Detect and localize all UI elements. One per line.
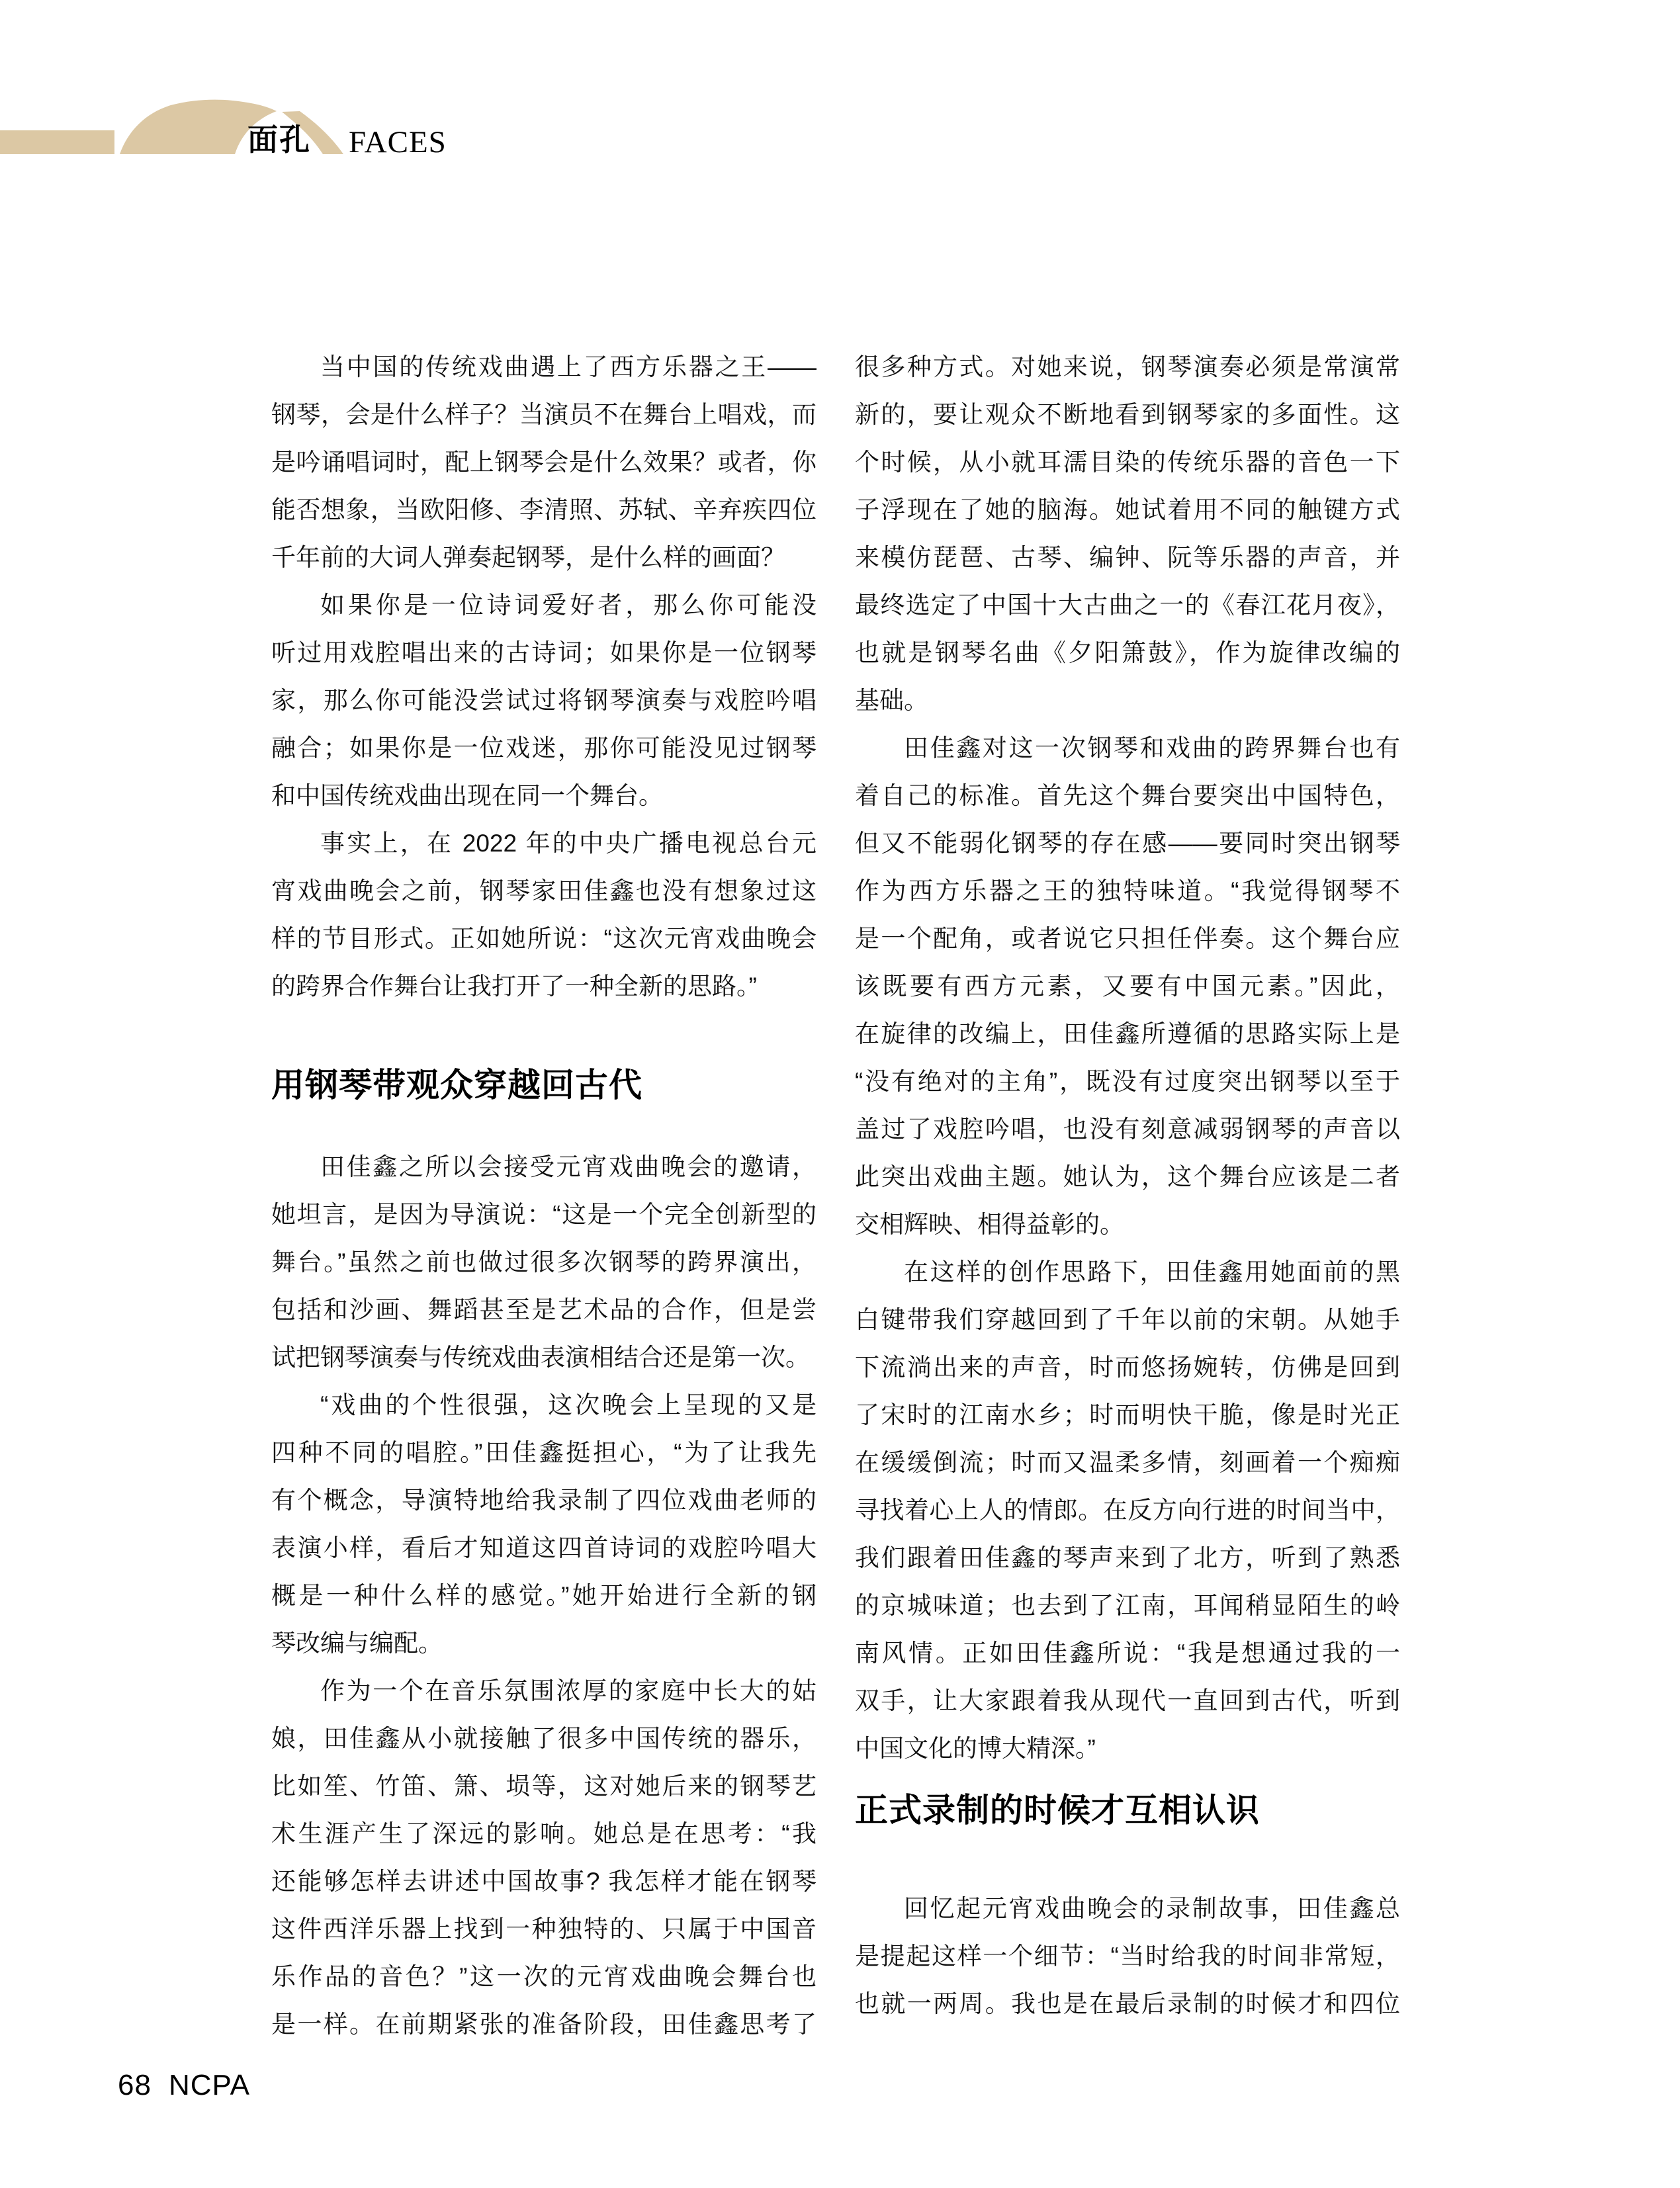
body-text-line: 表演小样，看后才知道这四首诗词的戏腔吟唱大: [271, 1534, 817, 1561]
body-text-line: 中国文化的博大精深。”: [855, 1735, 1096, 1762]
body-text-line: 乐作品的音色？”这一次的元宵戏曲晚会舞台也: [271, 1963, 817, 1990]
page-header: [0, 0, 596, 198]
body-text-line: 钢琴，会是什么样子？当演员不在舞台上唱戏，而: [271, 401, 817, 428]
body-text-line: 听过用戏腔唱出来的古诗词；如果你是一位钢琴: [271, 639, 817, 666]
body-text-line: 在这样的创作思路下，田佳鑫用她面前的黑: [904, 1258, 1400, 1286]
body-text-line: 这件西洋乐器上找到一种独特的、只属于中国音: [271, 1915, 817, 1943]
page-number: 68: [118, 2069, 152, 2101]
body-text-line: 概是一种什么样的感觉。”她开始进行全新的钢: [271, 1582, 817, 1609]
body-text-line: 还能够怎样去讲述中国故事? 我怎样才能在钢琴: [271, 1868, 817, 1895]
body-text-line: 和中国传统戏曲出现在同一个舞台。: [271, 782, 663, 809]
body-text-line: 了宋时的江南水乡；时而明快干脆，像是时光正: [855, 1401, 1400, 1428]
body-text-line: 在缓缓倒流；时而又温柔多情，刻画着一个痴痴: [855, 1449, 1400, 1476]
body-text-line: 是提起这样一个细节：“当时给我的时间非常短，: [855, 1943, 1400, 1970]
body-text-line: 试把钢琴演奏与传统戏曲表演相结合还是第一次。: [271, 1344, 810, 1371]
body-text-line: 下流淌出来的声音，时而悠扬婉转，仿佛是回到: [855, 1354, 1400, 1381]
body-text-line: 该既要有西方元素，又要有中国元素。”因此，: [855, 973, 1400, 1000]
body-text-line: 当中国的传统戏曲遇上了西方乐器之王——: [320, 353, 817, 380]
body-text-line: 事实上，在 2022 年的中央广播电视总台元: [320, 830, 817, 857]
body-text-line: 但又不能弱化钢琴的存在感——要同时突出钢琴: [855, 830, 1400, 857]
section-heading: 用钢琴带观众穿越回古代: [271, 1067, 642, 1104]
body-text-line: 家，那么你可能没尝试过将钢琴演奏与戏腔吟唱: [271, 687, 817, 714]
body-text-line: 是一样。在前期紧张的准备阶段，田佳鑫思考了: [271, 2011, 817, 2038]
body-text-line: 在旋律的改编上，田佳鑫所遵循的思路实际上是: [855, 1020, 1400, 1047]
body-text-line: 南风情。正如田佳鑫所说：“我是想通过我的一: [855, 1640, 1400, 1667]
body-text-line: “没有绝对的主角”，既没有过度突出钢琴以至于: [855, 1068, 1400, 1095]
body-text-line: 很多种方式。对她来说，钢琴演奏必须是常演常: [855, 353, 1400, 380]
section-heading: 正式录制的时候才互相认识: [855, 1792, 1260, 1829]
body-text-line: 是吟诵唱词时，配上钢琴会是什么效果？或者，你: [271, 449, 817, 476]
body-text-line: 能否想象，当欧阳修、李清照、苏轼、辛弃疾四位: [271, 496, 817, 523]
body-text-line: 如果你是一位诗词爱好者，那么你可能没: [320, 591, 817, 619]
body-text-line: 比如笙、竹笛、箫、埙等，这对她后来的钢琴艺: [271, 1772, 817, 1800]
section-title-english: FACES: [349, 125, 447, 159]
body-text-line: 盖过了戏腔吟唱，也没有刻意减弱钢琴的声音以: [855, 1116, 1400, 1143]
body-text-line: 舞台。”虽然之前也做过很多次钢琴的跨界演出，: [271, 1248, 817, 1276]
body-text-line: 新的，要让观众不断地看到钢琴家的多面性。这: [855, 401, 1400, 428]
body-text-line: 有个概念，导演特地给我录制了四位戏曲老师的: [271, 1487, 817, 1514]
body-text-line: 子浮现在了她的脑海。她试着用不同的触键方式: [855, 496, 1400, 523]
body-text-line: 她坦言，是因为导演说：“这是一个完全创新型的: [271, 1201, 817, 1228]
body-text-line: 个时候，从小就耳濡目染的传统乐器的音色一下: [855, 449, 1400, 476]
body-text-line: 作为一个在音乐氛围浓厚的家庭中长大的姑: [320, 1677, 817, 1704]
body-text-line: “戏曲的个性很强，这次晚会上呈现的又是: [320, 1391, 817, 1419]
body-text-line: 琴改编与编配。: [271, 1630, 443, 1657]
body-text-line: 着自己的标准。首先这个舞台要突出中国特色，: [855, 782, 1400, 809]
body-text-line: 千年前的大词人弹奏起钢琴，是什么样的画面？: [271, 544, 785, 571]
body-text-line: 包括和沙画、舞蹈甚至是艺术品的合作，但是尝: [271, 1296, 817, 1323]
body-text-line: 寻找着心上人的情郎。在反方向行进的时间当中，: [855, 1497, 1400, 1524]
page-footer: [118, 2070, 250, 2101]
body-text-line: 宵戏曲晚会之前，钢琴家田佳鑫也没有想象过这: [271, 877, 817, 904]
section-title-chinese: 面孔: [247, 122, 311, 157]
body-text-line: 我们跟着田佳鑫的琴声来到了北方，听到了熟悉: [855, 1544, 1400, 1571]
body-text-line: 样的节目形式。正如她所说：“这次元宵戏曲晚会: [271, 925, 817, 952]
body-text-line: 的跨界合作舞台让我打开了一种全新的思路。”: [271, 973, 757, 1000]
body-text-line: 来模仿琵琶、古琴、编钟、阮等乐器的声音，并: [855, 544, 1400, 571]
body-text-line: 娘，田佳鑫从小就接触了很多中国传统的器乐，: [271, 1725, 817, 1752]
body-text-line: 双手，让大家跟着我从现代一直回到古代，听到: [855, 1687, 1400, 1714]
body-text-line: 是一个配角，或者说它只担任伴奏。这个舞台应: [855, 925, 1400, 952]
body-text-line: 此突出戏曲主题。她认为，这个舞台应该是二者: [855, 1163, 1400, 1190]
body-text-line: 田佳鑫对这一次钢琴和戏曲的跨界舞台也有: [904, 734, 1400, 762]
header-bar: [0, 130, 114, 154]
body-text-line: 回忆起元宵戏曲晚会的录制故事，田佳鑫总: [904, 1895, 1400, 1922]
body-text-line: 作为西方乐器之王的独特味道。“我觉得钢琴不: [855, 877, 1400, 904]
publication-abbr: NCPA: [168, 2069, 250, 2101]
body-text-line: 也就是钢琴名曲《夕阳箫鼓》，作为旋律改编的: [855, 639, 1400, 666]
article-column-left: [271, 343, 817, 2048]
body-text-line: 术生涯产生了深远的影响。她总是在思考：“我: [271, 1820, 817, 1847]
body-text-line: 四种不同的唱腔。”田佳鑫挺担心，“为了让我先: [271, 1439, 817, 1466]
body-text-line: 融合；如果你是一位戏迷，那你可能没见过钢琴: [271, 734, 817, 762]
body-text-line: 白键带我们穿越回到了千年以前的宋朝。从她手: [855, 1306, 1400, 1333]
body-text-line: 也就一两周。我也是在最后录制的时候才和四位: [855, 1990, 1400, 2017]
body-text-line: 基础。: [855, 687, 928, 714]
body-text-line: 田佳鑫之所以会接受元宵戏曲晚会的邀请，: [320, 1153, 817, 1180]
body-text-line: 交相辉映、相得益彰的。: [855, 1211, 1124, 1238]
body-text-line: 最终选定了中国十大古曲之一的《春江花月夜》，: [855, 591, 1400, 619]
body-text-line: 的京城味道；也去到了江南，耳闻稍显陌生的岭: [855, 1592, 1400, 1619]
article-column-right: [855, 343, 1400, 2028]
